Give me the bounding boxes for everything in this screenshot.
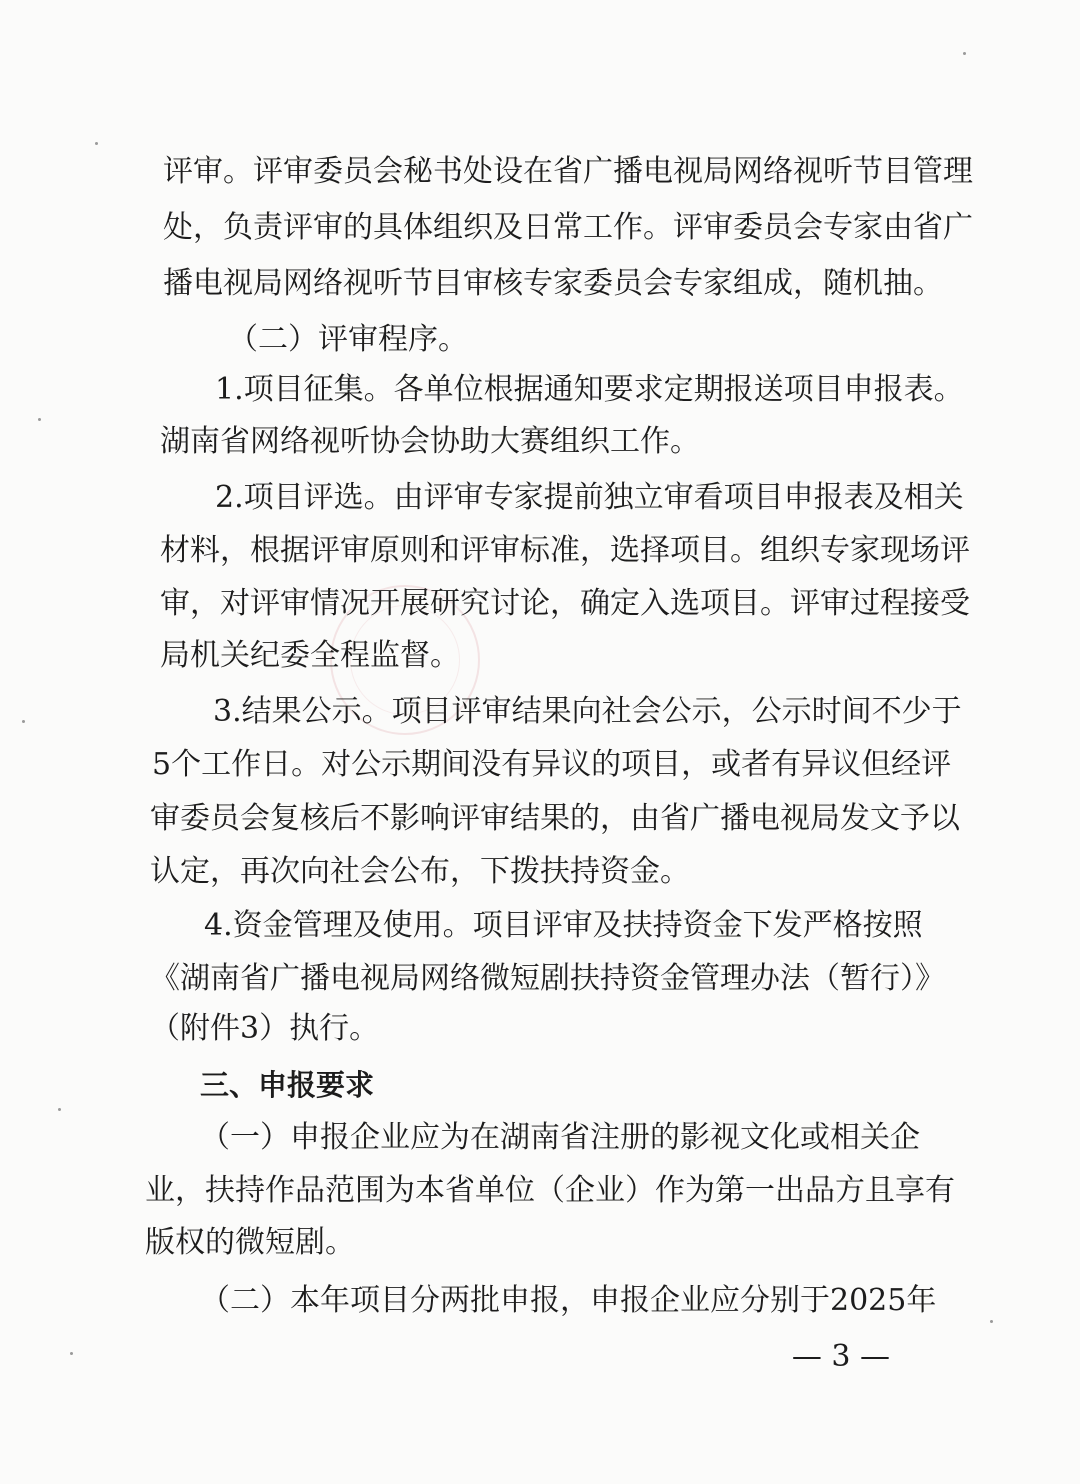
text-line-22: （二）本年项目分两批申报，申报企业应分别于2025年 [200,1283,937,1318]
text-line-19: （一）申报企业应为在湖南省注册的影视文化或相关企 [200,1120,920,1155]
text-line-11: 3.结果公示。项目评审结果向社会公示，公示时间不少于 [213,694,962,729]
scan-speck [58,1108,61,1111]
text-line-16: 《湖南省广播电视局网络微短剧扶持资金管理办法（暂行）》 [150,961,945,996]
text-line-7: 2.项目评选。由评审专家提前独立审看项目申报表及相关 [215,480,964,515]
text-line-1: 评审。评审委员会秘书处设在省广播电视局网络视听节目管理 [163,154,973,189]
text-line-13: 审委员会复核后不影响评审结果的，由省广播电视局发文予以 [150,801,960,836]
section-heading-review-procedure: （二）评审程序。 [228,322,468,357]
text-line-5: 1.项目征集。各单位根据通知要求定期报送项目申报表。 [215,372,964,407]
text-line-14: 认定，再次向社会公布，下拨扶持资金。 [150,854,690,889]
text-line-3: 播电视局网络视听节目审核专家委员会专家组成，随机抽。 [163,266,943,301]
section-heading-application-requirements: 三、申报要求 [200,1068,375,1102]
scan-speck [990,1320,993,1323]
text-line-8: 材料，根据评审原则和评审标准，选择项目。组织专家现场评 [160,533,970,568]
text-line-6: 湖南省网络视听协会协助大赛组织工作。 [160,424,700,459]
text-line-9: 审，对评审情况开展研究讨论，确定入选项目。评审过程接受 [160,586,970,621]
scan-speck [963,52,966,55]
scan-speck [22,720,25,723]
text-line-2: 处，负责评审的具体组织及日常工作。评审委员会专家由省广 [163,210,973,245]
text-line-21: 版权的微短剧。 [145,1225,355,1260]
text-line-17: （附件3）执行。 [150,1011,380,1046]
text-line-15: 4.资金管理及使用。项目评审及扶持资金下发严格按照 [204,908,923,943]
text-line-10: 局机关纪委全程监督。 [160,638,460,673]
scan-speck [95,142,98,145]
scan-speck [38,418,41,421]
text-line-20: 业，扶持作品范围为本省单位（企业）作为第一出品方且享有 [145,1173,955,1208]
page-number: — 3 — [791,1339,890,1374]
scan-speck [70,1352,73,1355]
text-line-12: 5个工作日。对公示期间没有异议的项目，或者有异议但经评 [152,747,952,782]
